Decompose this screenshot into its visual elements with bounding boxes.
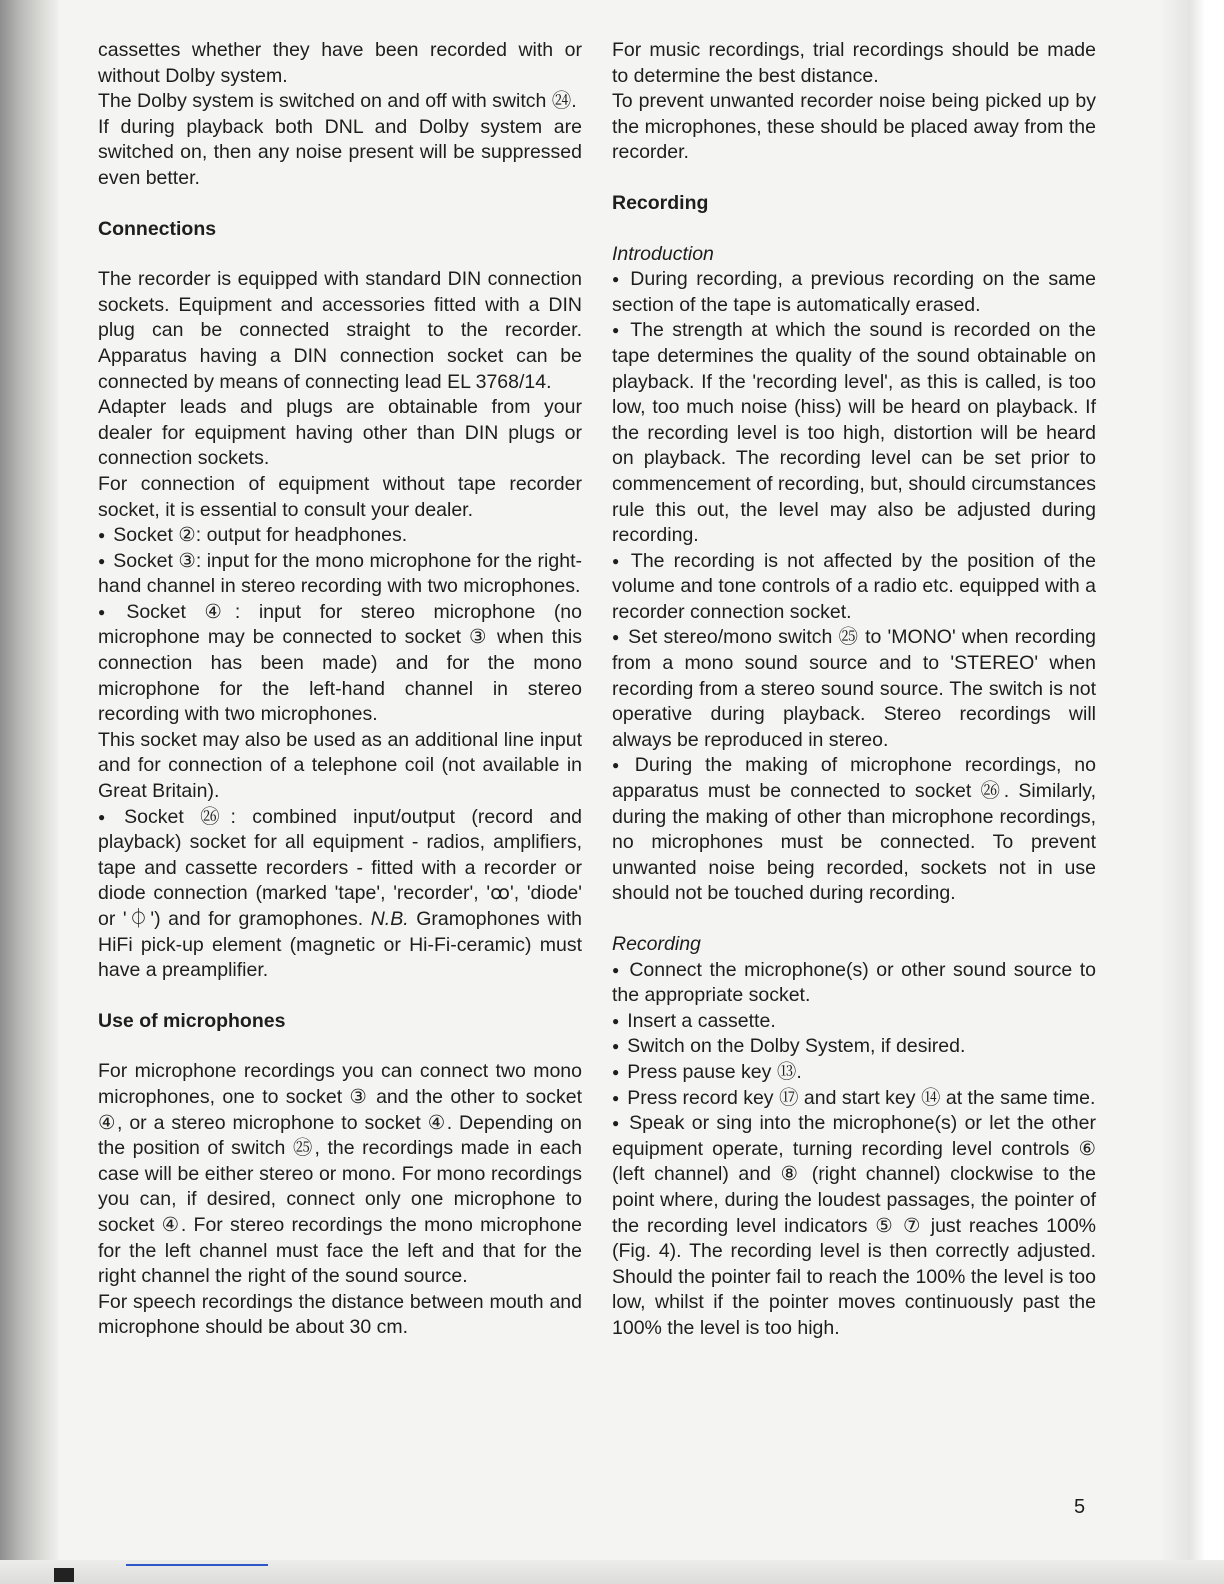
scan-page-edge: [1162, 0, 1224, 1584]
recording-bullet-2: ● Insert a cassette.: [612, 1009, 1096, 1035]
recording-bullet-6: ● Speak or sing into the microphone(s) or let the other equipment operate, turning recording level controls ⑥ (left channel) and ⑧ (right channel) clockwise to the point where, during the loudest passages, the pointer of the recording level indicators ⑤ ⑦ just reaches 100% (Fig. 4). The recording level is then correctly adjusted. Should the pointer fail to reach the 100% the level is too low, whilst if the pointer moves continuously past the 100% the level is too high.: [612, 1111, 1096, 1341]
dolby-paragraph-3: If during playback both DNL and Dolby system are switched on, then any noise present will be suppressed even better.: [98, 115, 582, 189]
recording-bullet-1: ● Connect the microphone(s) or other sound source to the appropriate socket.: [612, 958, 1096, 1009]
music-paragraph: For music recordings, trial recordings should be made to determine the best distance.: [612, 39, 1096, 87]
nb-text: Gramophones with HiFi pick-up element (magnetic or Hi-Fi-ceramic) must have a preamplifier.: [98, 908, 582, 982]
socket-26-bullet: [98, 805, 582, 984]
noise-paragraph: To prevent unwanted recorder noise being picked up by the microphones, these should be placed away from the recorder.: [612, 90, 1096, 164]
intro-bullet-1: ● During recording, a previous recording on the same section of the tape is automatically erased.: [612, 267, 1096, 318]
socket-3-bullet: ● Socket ③: input for the mono microphone for the right-hand channel in stereo recording with two microphones.: [98, 549, 582, 600]
intro-bullet-5: ● During the making of microphone recordings, no apparatus must be connected to socket ㉖. Similarly, during the making of other than microphone recordings, no microphones must be connected. To prevent unwanted noise being recorded, sockets not in use should not be touched during recording.: [612, 753, 1096, 907]
microphones-paragraph-1: For microphone recordings you can connect two mono microphones, one to socket ③ and the other to socket ④, or a stereo microphone to socket ④. Depending on the position of switch ㉕, the recordings made in each case will be either stereo or mono. For mono recordings you can, if desired, connect only one microphone to socket ④. For stereo recordings the mono microphone for the left channel must face the left and that for the right channel the right of the sound source.: [98, 1060, 582, 1288]
left-column: [98, 38, 582, 1341]
recording-bullet-4: ● Press pause key ⑬.: [612, 1060, 1096, 1086]
connections-heading: Connections: [98, 217, 217, 240]
recording-heading: Recording: [612, 191, 709, 214]
introduction-subheading: Introduction: [612, 242, 714, 265]
microphones-paragraph-2: For speech recordings the distance between mouth and microphone should be about 30 cm.: [98, 1290, 582, 1339]
socket-26-text: Socket ㉖: combined input/output (record and playback) socket for all equipment - radios, amplifiers, tape and cassette recorders - fitted with a recorder or diode connection (marked 'tape', 'recorder', 'ꝏ', 'diode' or '⏀') and for gramophones.: [98, 805, 583, 930]
recording-bullet-3: ● Switch on the Dolby System, if desired.: [612, 1034, 1096, 1060]
intro-bullet-2: ● The strength at which the sound is recorded on the tape determines the quality of the sound obtainable on playback. If the 'recording level', as this is called, is too low, too much noise (hiss) will be heard on playback. If the recording level is too high, distortion will be heard on playback. The recording level can be set prior to commencement of recording, but, should circumstances rule this out, the level may also be adjusted during recording.: [612, 318, 1096, 548]
nb-label: N.B.: [370, 908, 409, 930]
microphones-heading: Use of microphones: [98, 1009, 286, 1032]
intro-bullet-3: ● The recording is not affected by the position of the volume and tone controls of a radio etc. equipped with a recorder connection socket.: [612, 549, 1096, 626]
right-column: [612, 38, 1096, 1342]
recording-subheading: Recording: [612, 933, 701, 955]
dolby-paragraph-2: The Dolby system is switched on and off with switch ㉔.: [98, 90, 577, 113]
recording-bullet-5: ● Press record key ⑰ and start key ⑭ at the same time.: [612, 1086, 1096, 1112]
scan-binding-shadow: [0, 0, 58, 1584]
connections-paragraph-3: For connection of equipment without tape recorder socket, it is essential to consult your dealer.: [98, 472, 582, 521]
dolby-paragraph-1: cassettes whether they have been recorded with or without Dolby system.: [98, 39, 582, 87]
scan-blue-rule: [126, 1564, 268, 1566]
connections-paragraph-1: The recorder is equipped with standard DIN connection sockets. Equipment and accessories fitted with a DIN plug can be connected straight to the recorder. Apparatus having a DIN connection socket can be connected by means of connecting lead EL 3768/14.: [98, 268, 582, 393]
socket-2-bullet: ● Socket ②: output for headphones.: [98, 523, 582, 549]
socket-4-bullet: ● Socket ④: input for stereo microphone (no microphone may be connected to socket ③ when this connection has been made) and for the mono microphone for the left-hand channel in stereo recording with two microphones.: [98, 600, 582, 728]
socket-note: This socket may also be used as an additional line input and for connection of a telephone coil (not available in Great Britain).: [98, 728, 582, 803]
connections-paragraph-2: Adapter leads and plugs are obtainable from your dealer for equipment having other than DIN plugs or connection sockets.: [98, 396, 582, 470]
intro-bullet-4: ● Set stereo/mono switch ㉕ to 'MONO' when recording from a mono sound source and to 'STEREO' when recording from a stereo sound source. The switch is not operative during playback. Stereo recordings will always be reproduced in stereo.: [612, 625, 1096, 753]
scan-corner-mark: [54, 1568, 74, 1582]
page-number: 5: [1074, 1496, 1086, 1518]
